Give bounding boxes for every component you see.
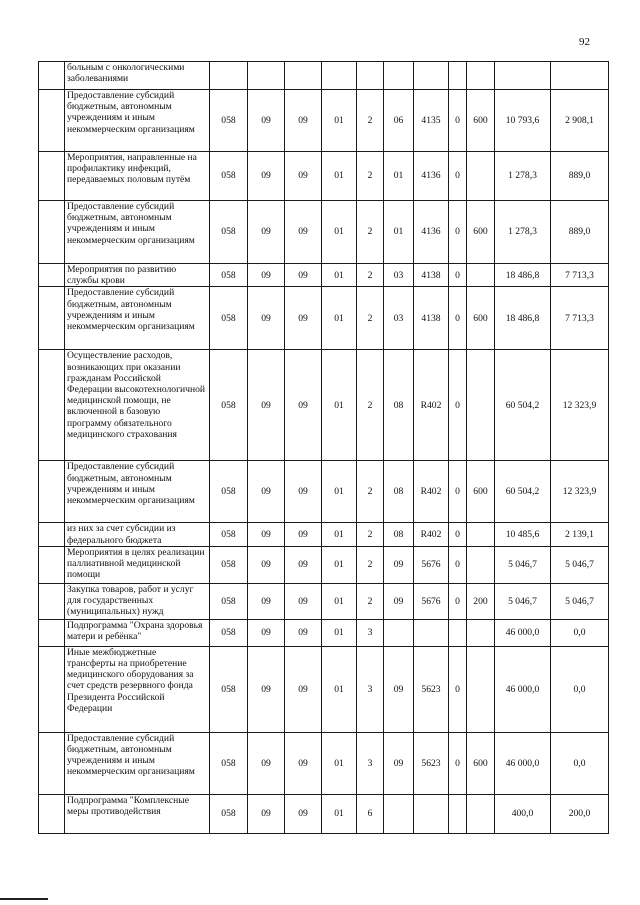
- description-cell: Иные межбюджетные трансферты на приобретение медицинского оборудования за счет средств резервного фонда Президента Российской Федерации: [65, 646, 210, 732]
- subsection-code-cell: 09: [285, 619, 322, 646]
- subdir-code-cell: 0: [449, 152, 467, 201]
- description-cell: Предоставление субсидий бюджетным, автономным учреждениям и иным некоммерческим организациям: [65, 461, 210, 523]
- subdir-code-cell: 0: [449, 461, 467, 523]
- table-row: [39, 546, 609, 583]
- admin-code-cell: 058: [210, 794, 248, 833]
- subdir-code-cell: 0: [449, 546, 467, 583]
- event-code-cell: 08: [384, 523, 414, 546]
- subprogram-code-cell: 2: [357, 461, 384, 523]
- subprogram-code-cell: 2: [357, 546, 384, 583]
- subprogram-code-cell: 2: [357, 201, 384, 264]
- amount-2016-cell: 400,0: [495, 794, 551, 833]
- admin-code-cell: 058: [210, 90, 248, 152]
- direction-code-cell: R402: [414, 350, 449, 461]
- amount-2017-cell: 5 046,7: [551, 546, 609, 583]
- subdir-code-cell: 0: [449, 201, 467, 264]
- subsection-code-cell: [285, 62, 322, 90]
- description-cell: Подпрограмма "Охрана здоровья матери и ребёнка": [65, 619, 210, 646]
- section-code-cell: 09: [248, 583, 285, 619]
- expense-type-cell: [467, 62, 495, 90]
- expense-type-cell: 600: [467, 90, 495, 152]
- row-number-cell: [39, 287, 65, 350]
- subdir-code-cell: 0: [449, 350, 467, 461]
- section-code-cell: 09: [248, 646, 285, 732]
- row-number-cell: [39, 461, 65, 523]
- subsection-code-cell: 09: [285, 287, 322, 350]
- direction-code-cell: [414, 794, 449, 833]
- subsection-code-cell: 09: [285, 646, 322, 732]
- program-code-cell: 01: [322, 264, 357, 287]
- direction-code-cell: 5623: [414, 646, 449, 732]
- program-code-cell: 01: [322, 350, 357, 461]
- table-row: [39, 523, 609, 546]
- admin-code-cell: 058: [210, 287, 248, 350]
- row-number-cell: [39, 646, 65, 732]
- program-code-cell: 01: [322, 732, 357, 794]
- event-code-cell: [384, 794, 414, 833]
- subsection-code-cell: 09: [285, 461, 322, 523]
- expense-type-cell: [467, 350, 495, 461]
- program-code-cell: 01: [322, 287, 357, 350]
- expense-type-cell: 200: [467, 583, 495, 619]
- admin-code-cell: 058: [210, 350, 248, 461]
- subdir-code-cell: 0: [449, 732, 467, 794]
- subprogram-code-cell: 3: [357, 732, 384, 794]
- program-code-cell: 01: [322, 523, 357, 546]
- direction-code-cell: R402: [414, 461, 449, 523]
- event-code-cell: 09: [384, 646, 414, 732]
- subdir-code-cell: 0: [449, 523, 467, 546]
- row-number-cell: [39, 546, 65, 583]
- program-code-cell: 01: [322, 90, 357, 152]
- admin-code-cell: 058: [210, 646, 248, 732]
- table-row: [39, 350, 609, 461]
- subsection-code-cell: 09: [285, 523, 322, 546]
- amount-2016-cell: 18 486,8: [495, 264, 551, 287]
- subprogram-code-cell: 2: [357, 583, 384, 619]
- admin-code-cell: 058: [210, 461, 248, 523]
- amount-2017-cell: 2 139,1: [551, 523, 609, 546]
- row-number-cell: [39, 201, 65, 264]
- subdir-code-cell: [449, 619, 467, 646]
- program-code-cell: [322, 62, 357, 90]
- row-number-cell: [39, 794, 65, 833]
- expense-type-cell: [467, 646, 495, 732]
- direction-code-cell: R402: [414, 523, 449, 546]
- amount-2017-cell: 12 323,9: [551, 461, 609, 523]
- section-code-cell: [248, 62, 285, 90]
- expense-type-cell: [467, 264, 495, 287]
- description-cell: Закупка товаров, работ и услуг для государственных (муниципальных) нужд: [65, 583, 210, 619]
- event-code-cell: 09: [384, 583, 414, 619]
- section-code-cell: 09: [248, 152, 285, 201]
- amount-2017-cell: 200,0: [551, 794, 609, 833]
- event-code-cell: 08: [384, 461, 414, 523]
- subdir-code-cell: 0: [449, 287, 467, 350]
- program-code-cell: 01: [322, 583, 357, 619]
- expense-type-cell: 600: [467, 201, 495, 264]
- amount-2016-cell: [495, 62, 551, 90]
- table-row: [39, 264, 609, 287]
- amount-2017-cell: 889,0: [551, 201, 609, 264]
- subsection-code-cell: 09: [285, 152, 322, 201]
- amount-2017-cell: [551, 62, 609, 90]
- subprogram-code-cell: 2: [357, 264, 384, 287]
- amount-2017-cell: 5 046,7: [551, 583, 609, 619]
- amount-2016-cell: 60 504,2: [495, 461, 551, 523]
- admin-code-cell: 058: [210, 264, 248, 287]
- admin-code-cell: 058: [210, 546, 248, 583]
- admin-code-cell: [210, 62, 248, 90]
- program-code-cell: 01: [322, 619, 357, 646]
- row-number-cell: [39, 523, 65, 546]
- table-row: [39, 583, 609, 619]
- section-code-cell: 09: [248, 287, 285, 350]
- amount-2017-cell: 7 713,3: [551, 264, 609, 287]
- direction-code-cell: 5676: [414, 546, 449, 583]
- event-code-cell: 03: [384, 264, 414, 287]
- direction-code-cell: 4138: [414, 287, 449, 350]
- section-code-cell: 09: [248, 264, 285, 287]
- budget-table: [38, 61, 609, 834]
- admin-code-cell: 058: [210, 201, 248, 264]
- amount-2016-cell: 18 486,8: [495, 287, 551, 350]
- admin-code-cell: 058: [210, 523, 248, 546]
- table-body: [39, 62, 609, 834]
- page-number: 92: [579, 36, 590, 48]
- table-row: [39, 90, 609, 152]
- direction-code-cell: 4138: [414, 264, 449, 287]
- subprogram-code-cell: 3: [357, 646, 384, 732]
- program-code-cell: 01: [322, 201, 357, 264]
- program-code-cell: 01: [322, 546, 357, 583]
- direction-code-cell: 5676: [414, 583, 449, 619]
- section-code-cell: 09: [248, 794, 285, 833]
- subprogram-code-cell: 6: [357, 794, 384, 833]
- expense-type-cell: 600: [467, 287, 495, 350]
- description-cell: Мероприятия, направленные на профилактику инфекций, передаваемых половым путём: [65, 152, 210, 201]
- description-cell: Мероприятия по развитию службы крови: [65, 264, 210, 287]
- section-code-cell: 09: [248, 350, 285, 461]
- page-edge-mark: [0, 898, 48, 900]
- event-code-cell: 08: [384, 350, 414, 461]
- subsection-code-cell: 09: [285, 350, 322, 461]
- subdir-code-cell: 0: [449, 264, 467, 287]
- subsection-code-cell: 09: [285, 794, 322, 833]
- section-code-cell: 09: [248, 546, 285, 583]
- row-number-cell: [39, 619, 65, 646]
- amount-2016-cell: 5 046,7: [495, 546, 551, 583]
- description-cell: Предоставление субсидий бюджетным, автономным учреждениям и иным некоммерческим организациям: [65, 90, 210, 152]
- admin-code-cell: 058: [210, 732, 248, 794]
- subdir-code-cell: 0: [449, 646, 467, 732]
- amount-2016-cell: 46 000,0: [495, 619, 551, 646]
- direction-code-cell: 5623: [414, 732, 449, 794]
- description-cell: Предоставление субсидий бюджетным, автономным учреждениям и иным некоммерческим организациям: [65, 287, 210, 350]
- direction-code-cell: 4136: [414, 152, 449, 201]
- amount-2016-cell: 10 793,6: [495, 90, 551, 152]
- row-number-cell: [39, 264, 65, 287]
- subdir-code-cell: [449, 62, 467, 90]
- section-code-cell: 09: [248, 619, 285, 646]
- description-cell: из них за счет субсидии из федерального бюджета: [65, 523, 210, 546]
- table-row: [39, 794, 609, 833]
- expense-type-cell: 600: [467, 732, 495, 794]
- subprogram-code-cell: 2: [357, 152, 384, 201]
- row-number-cell: [39, 350, 65, 461]
- admin-code-cell: 058: [210, 619, 248, 646]
- event-code-cell: 03: [384, 287, 414, 350]
- amount-2017-cell: 0,0: [551, 732, 609, 794]
- expense-type-cell: 600: [467, 461, 495, 523]
- description-cell: Предоставление субсидий бюджетным, автономным учреждениям и иным некоммерческим организациям: [65, 732, 210, 794]
- event-code-cell: 09: [384, 546, 414, 583]
- row-number-cell: [39, 732, 65, 794]
- event-code-cell: [384, 619, 414, 646]
- subdir-code-cell: [449, 794, 467, 833]
- subprogram-code-cell: 2: [357, 523, 384, 546]
- event-code-cell: 01: [384, 201, 414, 264]
- amount-2017-cell: 12 323,9: [551, 350, 609, 461]
- section-code-cell: 09: [248, 461, 285, 523]
- subsection-code-cell: 09: [285, 90, 322, 152]
- subsection-code-cell: 09: [285, 264, 322, 287]
- event-code-cell: 01: [384, 152, 414, 201]
- expense-type-cell: [467, 794, 495, 833]
- expense-type-cell: [467, 546, 495, 583]
- amount-2016-cell: 1 278,3: [495, 201, 551, 264]
- section-code-cell: 09: [248, 523, 285, 546]
- section-code-cell: 09: [248, 201, 285, 264]
- table-row: [39, 646, 609, 732]
- description-cell: Подпрограмма "Комплексные меры противодействия: [65, 794, 210, 833]
- amount-2017-cell: 7 713,3: [551, 287, 609, 350]
- expense-type-cell: [467, 523, 495, 546]
- subsection-code-cell: 09: [285, 583, 322, 619]
- admin-code-cell: 058: [210, 152, 248, 201]
- expense-type-cell: [467, 619, 495, 646]
- subprogram-code-cell: 3: [357, 619, 384, 646]
- direction-code-cell: 4135: [414, 90, 449, 152]
- direction-code-cell: 4136: [414, 201, 449, 264]
- amount-2016-cell: 1 278,3: [495, 152, 551, 201]
- subsection-code-cell: 09: [285, 201, 322, 264]
- program-code-cell: 01: [322, 461, 357, 523]
- expense-type-cell: [467, 152, 495, 201]
- section-code-cell: 09: [248, 90, 285, 152]
- subprogram-code-cell: 2: [357, 90, 384, 152]
- amount-2016-cell: 10 485,6: [495, 523, 551, 546]
- subprogram-code-cell: 2: [357, 350, 384, 461]
- subprogram-code-cell: 2: [357, 287, 384, 350]
- table-row: [39, 152, 609, 201]
- admin-code-cell: 058: [210, 583, 248, 619]
- description-cell: больным с онкологическими заболеваниями: [65, 62, 210, 90]
- row-number-cell: [39, 583, 65, 619]
- amount-2016-cell: 5 046,7: [495, 583, 551, 619]
- amount-2017-cell: 0,0: [551, 619, 609, 646]
- row-number-cell: [39, 62, 65, 90]
- event-code-cell: [384, 62, 414, 90]
- amount-2016-cell: 60 504,2: [495, 350, 551, 461]
- subsection-code-cell: 09: [285, 732, 322, 794]
- program-code-cell: 01: [322, 794, 357, 833]
- amount-2017-cell: 2 908,1: [551, 90, 609, 152]
- program-code-cell: 01: [322, 646, 357, 732]
- description-cell: Предоставление субсидий бюджетным, автономным учреждениям и иным некоммерческим организациям: [65, 201, 210, 264]
- event-code-cell: 06: [384, 90, 414, 152]
- direction-code-cell: [414, 619, 449, 646]
- subprogram-code-cell: [357, 62, 384, 90]
- row-number-cell: [39, 90, 65, 152]
- table-row: [39, 201, 609, 264]
- subsection-code-cell: 09: [285, 546, 322, 583]
- event-code-cell: 09: [384, 732, 414, 794]
- amount-2017-cell: 0,0: [551, 646, 609, 732]
- amount-2017-cell: 889,0: [551, 152, 609, 201]
- subdir-code-cell: 0: [449, 90, 467, 152]
- table-row: [39, 62, 609, 90]
- program-code-cell: 01: [322, 152, 357, 201]
- subdir-code-cell: 0: [449, 583, 467, 619]
- row-number-cell: [39, 152, 65, 201]
- amount-2016-cell: 46 000,0: [495, 732, 551, 794]
- section-code-cell: 09: [248, 732, 285, 794]
- direction-code-cell: [414, 62, 449, 90]
- description-cell: Осуществление расходов, возникающих при оказании гражданам Российской Федерации высокотехнологичной медицинской помощи, не включенной в базовую программу обязательного медицинского страхования: [65, 350, 210, 461]
- description-cell: Мероприятия в целях реализации паллиативной медицинской помощи: [65, 546, 210, 583]
- table-row: [39, 619, 609, 646]
- table-row: [39, 732, 609, 794]
- table-row: [39, 287, 609, 350]
- table-row: [39, 461, 609, 523]
- amount-2016-cell: 46 000,0: [495, 646, 551, 732]
